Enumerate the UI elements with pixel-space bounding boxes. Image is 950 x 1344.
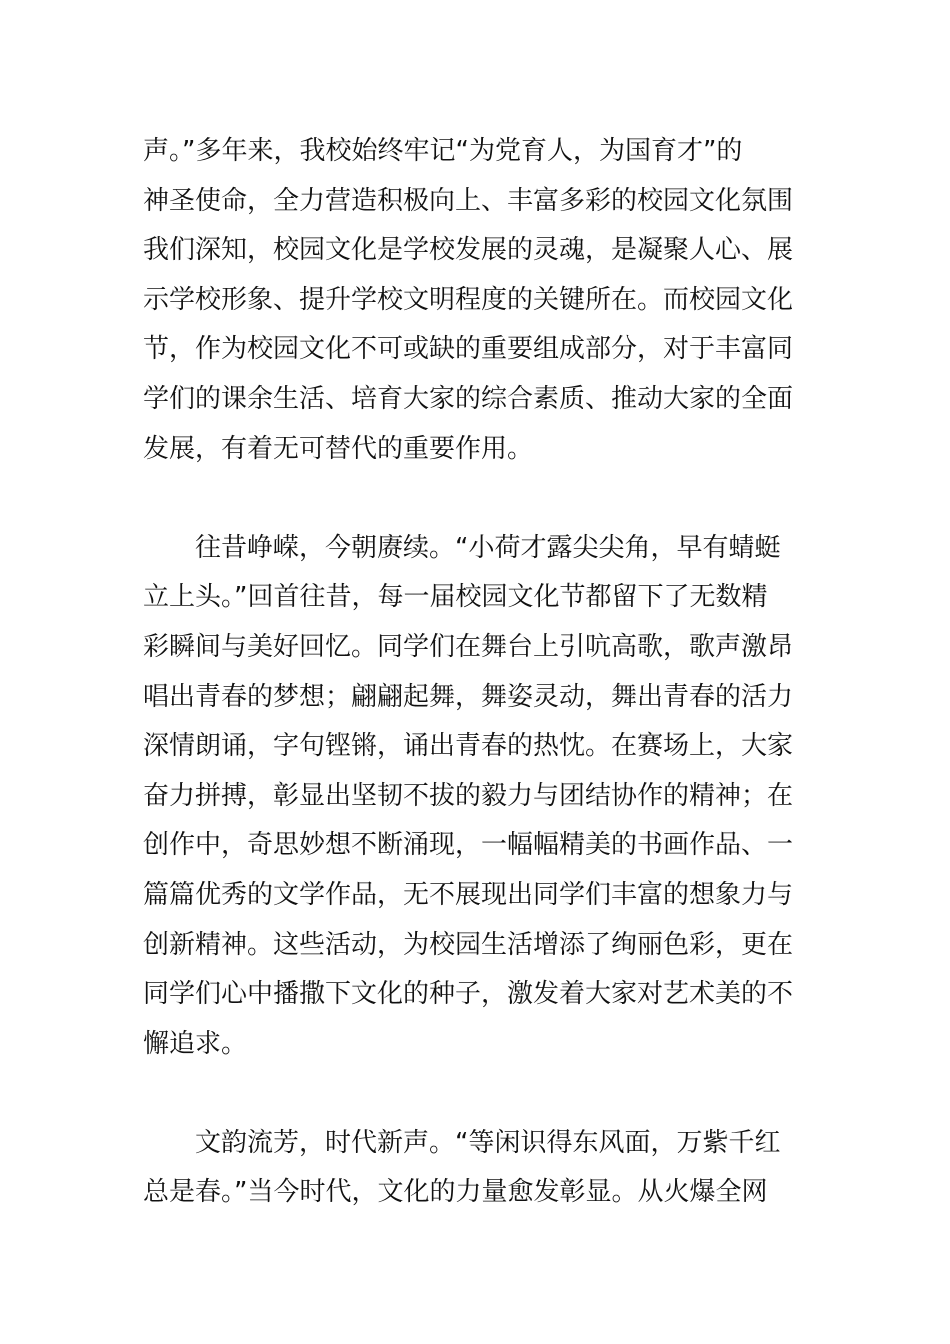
text-line: 篇篇优秀的文学作品，无不展现出同学们丰富的想象力与 (143, 879, 794, 910)
text-line: 唱出青春的梦想；翩翩起舞，舞姿灵动，舞出青春的活力 (143, 681, 794, 712)
paragraph-2 (143, 524, 808, 1070)
text-line: 声。”多年来，我校始终牢记“为党育人，为国育才”的 (143, 136, 743, 166)
text-line: 同学们心中播撒下文化的种子，激发着大家对艺术美的不 (143, 979, 794, 1010)
paragraph-1 (143, 127, 808, 474)
text-line: 神圣使命，全力营造积极向上、丰富多彩的校园文化氛围 (143, 185, 794, 216)
text-line: 节，作为校园文化不可或缺的重要组成部分，对于丰富同 (143, 334, 794, 365)
text-line: 立上头。”回首往昔，每一届校园文化节都留下了无数精 (143, 582, 768, 613)
text-line: 文韵流芳，时代新声。“等闲识得东风面，万紫千红 (195, 1127, 781, 1158)
text-line: 我们深知，校园文化是学校发展的灵魂，是凝聚人心、展 (143, 235, 794, 266)
text-line: 总是春。”当今时代，文化的力量愈发彰显。从火爆全网 (143, 1177, 768, 1208)
text-line: 创作中，奇思妙想不断涌现，一幅幅精美的书画作品、一 (143, 830, 794, 861)
text-line: 奋力拼搏，彰显出坚韧不拔的毅力与团结协作的精神；在 (143, 780, 794, 811)
paragraph-spacer (143, 1069, 808, 1119)
paragraph-spacer (143, 474, 808, 524)
text-line: 懈追求。 (143, 1028, 248, 1059)
text-line: 创新精神。这些活动，为校园生活增添了绚丽色彩，更在 (143, 929, 794, 960)
document-body (143, 127, 808, 1218)
text-line: 示学校形象、提升学校文明程度的关键所在。而校园文化 (143, 284, 794, 315)
text-line: 往昔峥嵘，今朝赓续。“小荷才露尖尖角，早有蜻蜓 (195, 532, 781, 563)
text-line: 发展，有着无可替代的重要作用。 (143, 433, 534, 464)
paragraph-3 (143, 1119, 808, 1218)
text-line: 彩瞬间与美好回忆。同学们在舞台上引吭高歌，歌声激昂 (143, 631, 794, 662)
text-line: 学们的课余生活、培育大家的综合素质、推动大家的全面 (143, 383, 794, 414)
text-line: 深情朗诵，字句铿锵，诵出青春的热忱。在赛场上，大家 (143, 731, 794, 762)
